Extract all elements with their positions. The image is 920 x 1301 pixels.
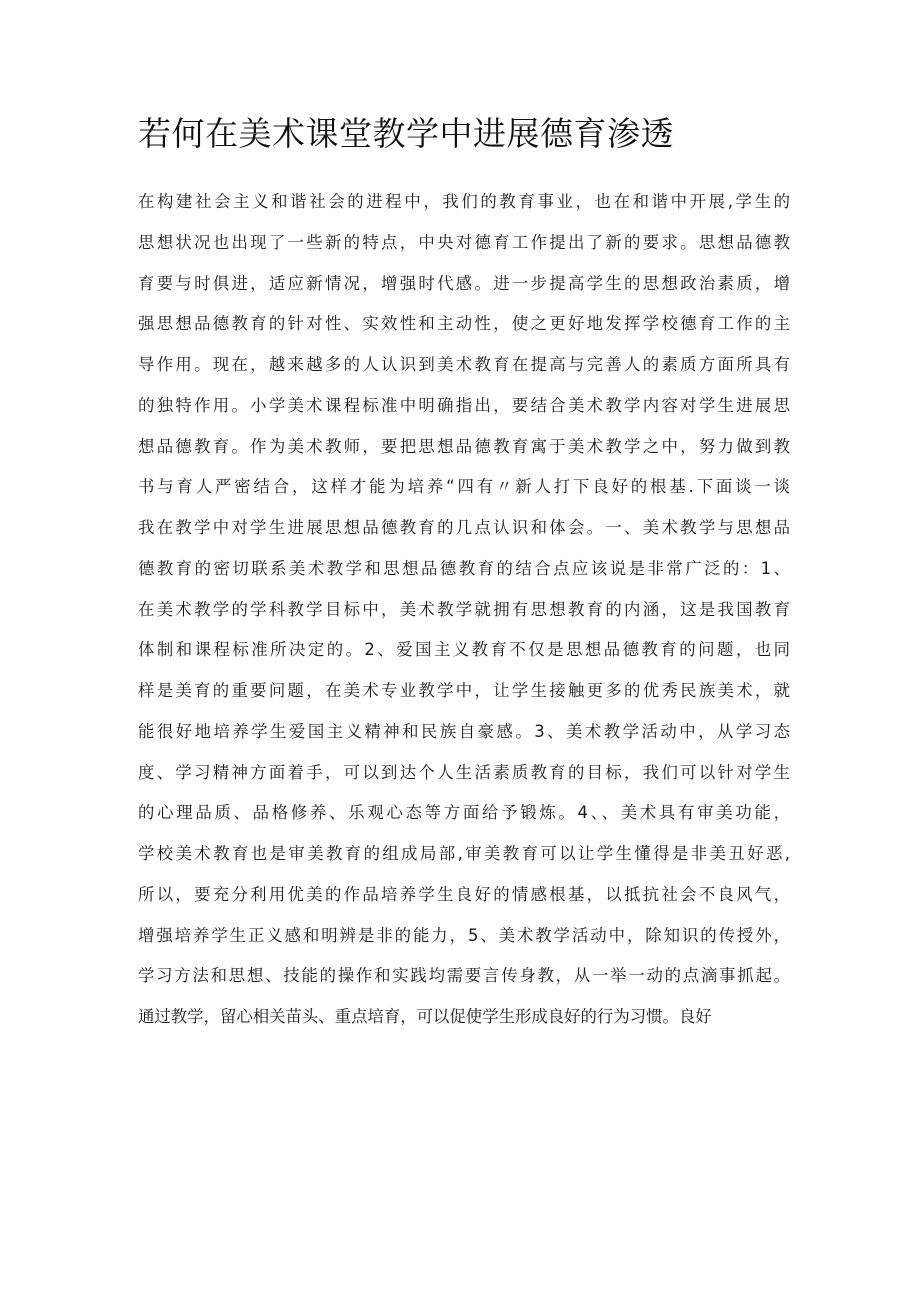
body-line: 思想状况也出现了一些新的特点，中央对德育工作提出了新的要求。思想品德教 xyxy=(138,232,790,252)
body-line: 在构建社会主义和谐社会的进程中，我们的教育事业，也在和谐中开展,学生的 xyxy=(138,192,790,211)
body-line: 的心理品质、品格修养、乐观心态等方面给予锻炼。4、、美术具有审美功能， xyxy=(138,803,790,823)
body-line: 我在教学中对学生进展思想品德教育的几点认识和体会。一、美术教学与思想品 xyxy=(138,518,790,537)
body-line: 所以，要充分利用优美的作品培养学生良好的情感根基，以抵抗社会不良风气， xyxy=(138,884,790,904)
body-line: 在美术教学的学科教学目标中，美术教学就拥有思想教育的内涵，这是我国教育 xyxy=(138,599,790,619)
body-line: 导作用。现在，越来越多的人认识到美术教育在提高与完善人的素质方面所具有 xyxy=(138,355,790,374)
body-line: 书与育人严密结合，这样才能为培养“四有〃新人打下良好的根基.下面谈一谈 xyxy=(138,477,790,497)
body-line: 能很好地培养学生爱国主义精神和民族自豪感。3、美术教学活动中，从学习态 xyxy=(138,721,790,741)
body-line: 通过教学，留心相关苗头、重点培育，可以促使学生形成良好的行为习惯。良好 xyxy=(138,1007,712,1026)
body-line: 想品德教育。作为美术教师，要把思想品德教育寓于美术教学之中，努力做到教 xyxy=(138,436,790,456)
body-line: 强思想品德教育的针对性、实效性和主动性，使之更好地发挥学校德育工作的主 xyxy=(138,314,790,334)
body-line: 增强培养学生正义感和明辨是非的能力，5、美术教学活动中，除知识的传授外， xyxy=(138,925,790,945)
body-line: 体制和课程标准所决定的。2、爱国主义教育不仅是思想品德教育的问题，也同 xyxy=(138,640,790,660)
body-line: 学校美术教育也是审美教育的组成局部,审美教育可以让学生懂得是非美丑好恶, xyxy=(138,844,790,863)
body-line: 学习方法和思想、技能的操作和实践均需要言传身教，从一举一动的点滴事抓起。 xyxy=(138,966,790,986)
body-line: 育要与时俱进，适应新情况，增强时代感。进一步提高学生的思想政治素质，增 xyxy=(138,273,790,293)
body-line: 度、学习精神方面着手，可以到达个人生活素质教育的目标，我们可以针对学生 xyxy=(138,762,790,782)
document-body xyxy=(138,182,790,1038)
body-line: 样是美育的重要问题，在美术专业教学中，让学生接触更多的优秀民族美术，就 xyxy=(138,681,790,700)
document-title: 若何在美术课堂教学中进展德育渗透 xyxy=(138,114,674,153)
body-line: 的独特作用。小学美术课程标准中明确指出，要结合美术教学内容对学生进展思 xyxy=(138,395,790,415)
document-page xyxy=(138,0,790,1301)
body-line: 德教育的密切联系美术教学和思想品德教育的结合点应该说是非常广泛的：1、 xyxy=(138,558,790,578)
